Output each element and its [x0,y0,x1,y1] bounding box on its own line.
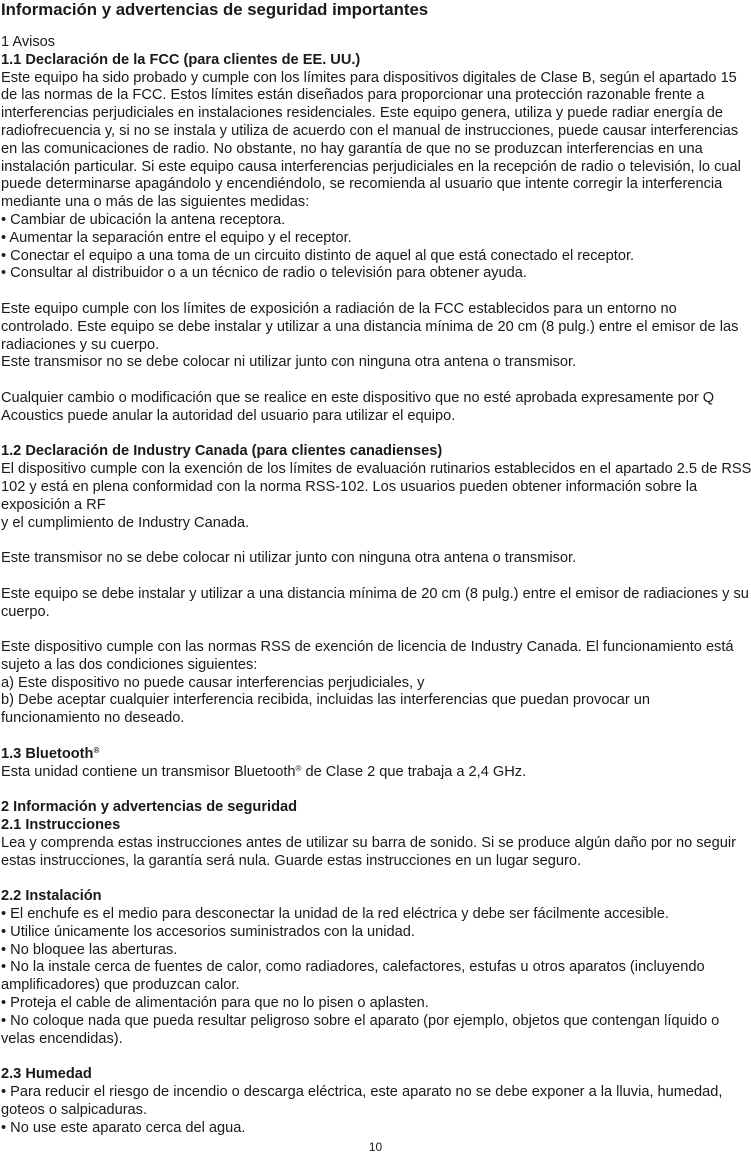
fcc-heading: 1.1 Declaración de la FCC (para clientes de EE. UU.) [1,51,361,68]
ic-paragraph-4: Este dispositivo cumple con las normas RSS de exención de licencia de Industry Canada. El funcionamiento está sujeto a las dos condiciones siguientes: [1,639,734,673]
fcc-paragraph-3: Este transmisor no se debe colocar ni utilizar junto con ninguna otra antena o transmisor. [1,354,577,371]
section-2-heading: 2 Información y advertencias de seguridad [1,799,298,816]
fcc-paragraph-2: Este equipo cumple con los límites de exposición a radiación de la FCC establecidos para un entorno no controlado. Este equipo se debe instalar y utilizar a una distancia mínima de 20 cm (8 pulg.) entre el emisor de las radiaciones y su cuerpo. [1,300,739,353]
section-1-heading: 1 Avisos [1,34,56,50]
ic-paragraph-2: Este transmisor no se debe colocar ni utilizar junto con ninguna otra antena o transmisor. [1,550,577,567]
fcc-bullet: • Cambiar de ubicación la antena receptora. [1,211,286,228]
instructions-heading: 2.1 Instrucciones [1,817,121,834]
page-number: 10 [368,1140,383,1154]
fcc-paragraph-4: Cualquier cambio o modificación que se realice en este dispositivo que no esté aprobada expresamente por Q Acoustics puede anular la autoridad del usuario para utilizar el equipo. [1,389,715,424]
bluetooth-paragraph: Esta unidad contiene un transmisor Bluetooth® de Clase 2 que trabaja a 2,4 GHz. [1,763,527,780]
page-title: Información y advertencias de seguridad importantes [1,0,429,19]
humidity-bullet: • No use este aparato cerca del agua. [1,1119,246,1136]
document-body [1,34,751,1137]
installation-bullet: • No coloque nada que pueda resultar peligroso sobre el aparato (por ejemplo, objetos que contengan líquido o velas encendidas). [1,1012,720,1047]
humidity-bullet: • Para reducir el riesgo de incendio o descarga eléctrica, este aparato no se debe exponer a la lluvia, humedad, goteos o salpicaduras. [1,1084,723,1118]
ic-paragraph-3: Este equipo se debe instalar y utilizar a una distancia mínima de 20 cm (8 pulg.) entre el emisor de radiaciones y su cuerpo. [1,585,749,620]
installation-bullet: • No la instale cerca de fuentes de calor, como radiadores, calefactores, estufas u otros aparatos (incluyendo amplificadores) que produzcan calor. [1,959,705,994]
bluetooth-heading: 1.3 Bluetooth® [1,745,100,762]
ic-paragraph-1b: y el cumplimiento de Industry Canada. [1,514,250,531]
fcc-bullet: • Aumentar la separación entre el equipo y el receptor. [1,229,352,246]
instructions-paragraph: Lea y comprenda estas instrucciones antes de utilizar su barra de sonido. Si se produce algún daño por no seguir estas instrucciones, la garantía será nula. Guarde estas instrucciones en un lugar seguro. [1,834,736,869]
installation-bullet: • No bloquee las aberturas. [1,941,178,958]
ic-condition-a: a) Este dispositivo no puede causar interferencias perjudiciales, y [1,674,425,691]
ic-condition-b: b) Debe aceptar cualquier interferencia recibida, incluidas las interferencias que puedan provocar un funcionamiento no deseado. [1,692,650,727]
installation-bullet: • El enchufe es el medio para desconectar la unidad de la red eléctrica y debe ser fácilmente accesible. [1,906,669,923]
fcc-bullet: • Consultar al distribuidor o a un técnico de radio o televisión para obtener ayuda. [1,265,527,282]
ic-paragraph-1a: El dispositivo cumple con la exención de los límites de evaluación rutinarios establecidos en el apartado 2.5 de RSS 102 y está en plena conformidad con la norma RSS-102. Los usuarios pueden obtener información sobre la exposición a RF [1,461,751,513]
fcc-bullet: • Conectar el equipo a una toma de un circuito distinto de aquel al que está conectado el receptor. [1,247,635,264]
installation-heading: 2.2 Instalación [1,888,102,905]
installation-bullet: • Utilice únicamente los accesorios suministrados con la unidad. [1,923,415,940]
ic-heading: 1.2 Declaración de Industry Canada (para clientes canadienses) [1,443,443,460]
humidity-heading: 2.3 Humedad [1,1066,92,1083]
fcc-paragraph-1: Este equipo ha sido probado y cumple con los límites para dispositivos digitales de Clase B, según el apartado 15 de las normas de la FCC. Estos límites están diseñados para proporcionar una protección razonable frente a interferencias perjudiciales en instalaciones residenciales. Este equipo genera, utiliza y puede radiar energía de radiofrecuencia y, si no se instala y utiliza de acuerdo con el manual de instrucciones, puede causar interferencias en las comunicaciones de radio. No obstante, no hay garantía de que no se produzcan interferencias en una instalación particular. Si este equipo causa interferencias perjudiciales en la recepción de radio o televisión, lo cual puede determinarse apagándolo y encendiéndolo, se recomienda al usuario que intente corregir la interferencia mediante una o más de las siguientes medidas: [1,69,741,211]
installation-bullet: • Proteja el cable de alimentación para que no lo pisen o aplasten. [1,995,429,1012]
